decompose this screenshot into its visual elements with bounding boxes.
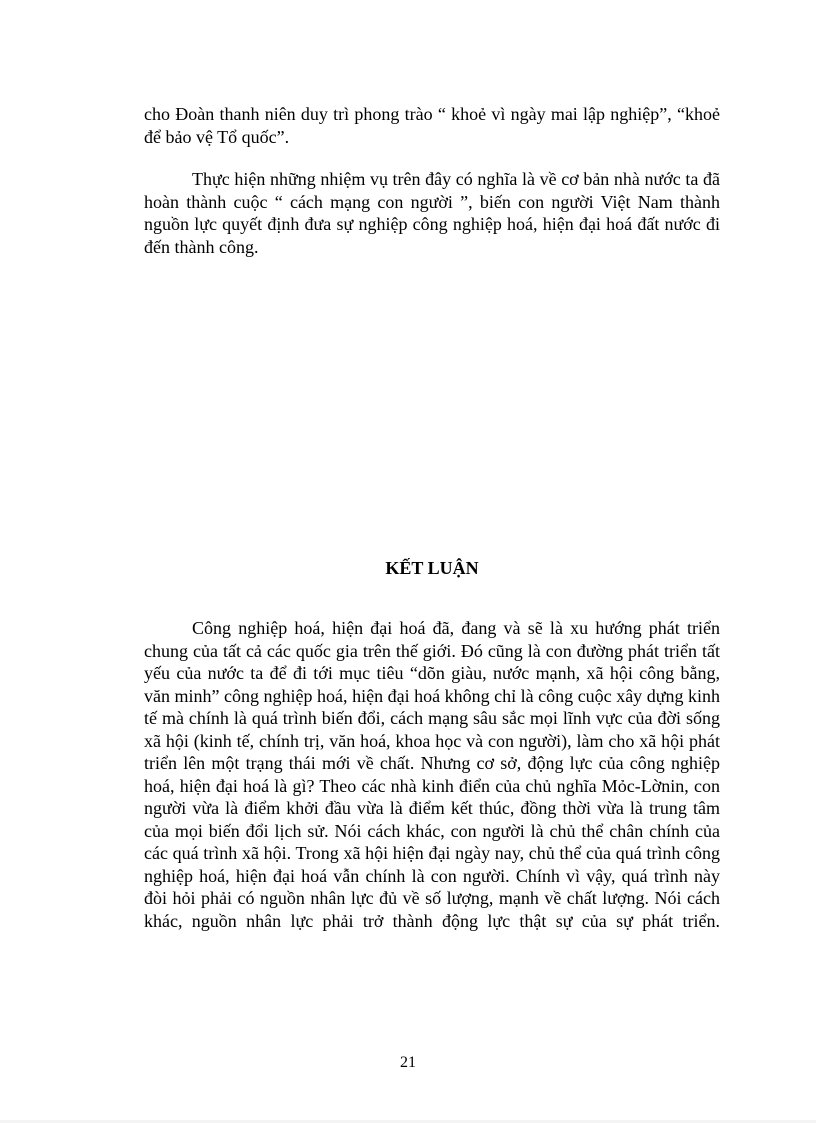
paragraph-summary: Thực hiện những nhiệm vụ trên đây có nghĩa là về cơ bản nhà nước ta đã hoàn thành cuộc “ cách mạng con người ”, biến con người Việt Nam thành nguồn lực quyết định đưa sự nghiệp công nghiệp hoá, hiện đại hoá đất nước đi đến thành công. xyxy=(144,169,720,257)
paragraph-conclusion: Công nghiệp hoá, hiện đại hoá đã, đang và sẽ là xu hướng phát triển chung của tất cả các quốc gia trên thế giới. Đó cũng là con đường phát triển tất yếu của nước ta để đi tới mục tiêu “dõn giàu, nước mạnh, xã hội công bằng, văn minh” công nghiệp hoá, hiện đại hoá không chỉ là công cuộc xây dựng kinh tế mà chính là quá trình biến đổi, cách mạng sâu sắc mọi lĩnh vực của đời sống xã hội (kinh tế, chính trị, văn hoá, khoa học và con người), làm cho xã hội phát triển lên một trạng thái mới về chất. Nhưng cơ sở, động lực của công nghiệp hoá, hiện đại hoá là gì? Theo các nhà kinh điển của chủ nghĩa Mỏc-Lờnin, con người vừa là điểm khởi đầu vừa là điểm kết thúc, đồng thời vừa là trung tâm của mọi biến đổi lịch sử. Nói cách khác, con người là chủ thể chân chính của các quá trình xã hội. Trong xã hội hiện đại ngày nay, chủ thể của quá trình công nghiệp hoá, hiện đại hoá vẫn chính là con người. Chính vì vậy, quá trình này đòi hỏi phải có nguồn nhân lực đủ về số lượng, mạnh về chất lượng. Nói cách khác, nguồn nhân lực phải trở thành động lực thật sự của sự phát triển. xyxy=(144,618,720,931)
section-heading: KẾT LUẬN xyxy=(385,558,479,578)
paragraph-intro: cho Đoàn thanh niên duy trì phong trào “ khoẻ vì ngày mai lập nghiệp”, “khoẻ để bảo vệ Tổ quốc”. xyxy=(144,104,720,147)
page-number: 21 xyxy=(400,1054,416,1071)
